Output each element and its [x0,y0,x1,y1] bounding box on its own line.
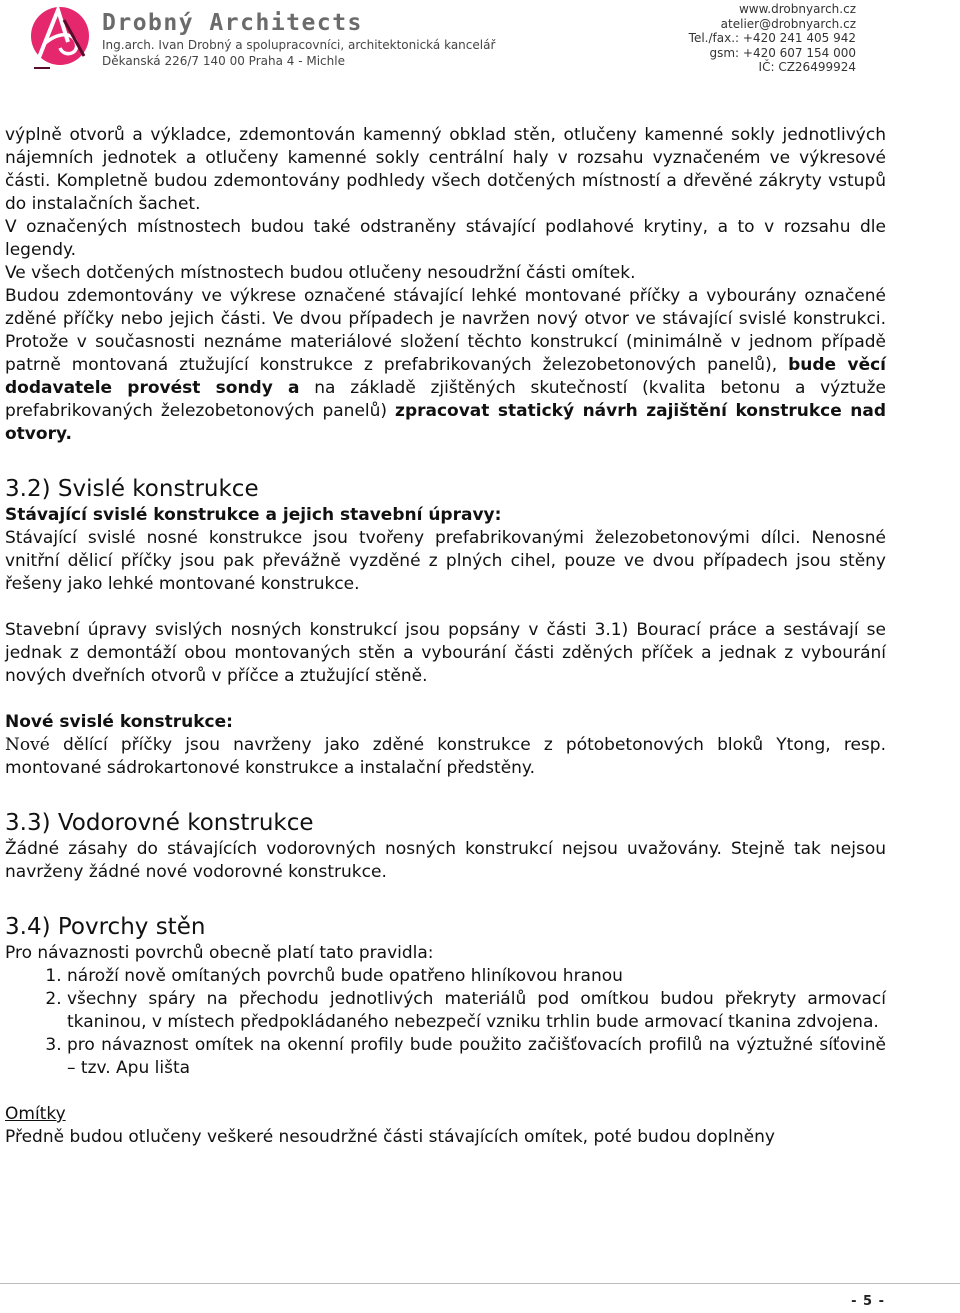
bold-text: bude věcí dodavatele provést sondy a [5,355,886,398]
section-heading: 3.2) Svislé konstrukce [5,476,259,502]
section-heading: 3.3) Vodorovné konstrukce [5,810,314,836]
company-block [102,10,495,68]
contact-block [689,2,856,75]
company-name: Drobný Architects [102,10,363,36]
paragraph: Ve všech dotčených místnostech budou otlučeny nesoudržní části omítek. [5,263,636,283]
subheading [5,504,886,527]
rules-list [5,965,886,1080]
paragraph [5,285,886,446]
list-item: 2. všechny spáry na přechodu jednotlivých materiálů pod omítkou budou překryty armovací tkaninou, v místech předpokládaného nebezpečí vzniku trhlin bude armovací tkanina zdvojena. [67,988,886,1034]
paragraph: Žádné zásahy do stávajících vodorovných nosných konstrukcí nejsou uvažovány. Stejně tak nejsou navrženy žádné nové vodorovné konstrukce. [5,839,886,882]
letterhead [0,0,960,80]
section-heading: 3.4) Povrchy stěn [5,914,206,940]
bold-text: Stávající svislé konstrukce a jejich stavební úpravy: [5,505,502,525]
subheading [5,711,886,734]
page-number: - 5 - [851,1294,885,1309]
text-run: na základě zjištěných skutečností (kvalita betonu a výztuže prefabrikovaných železobetonových panelů) [5,378,886,421]
bold-text: Nové svislé konstrukce: [5,712,233,732]
text-run: Nové [5,735,50,755]
document-body [5,124,886,1149]
list-item: 1. nároží nově omítaných povrchů bude opatřeno hliníkovou hranou [67,965,886,988]
paragraph: Pro návaznosti povrchů obecně platí tato pravidla: [5,943,434,963]
paragraph [5,734,886,780]
subheading-underlined: Omítky [5,1104,66,1124]
gsm-number: gsm: +420 607 154 000 [709,45,856,60]
bold-text: zpracovat statický návrh zajištění konstrukce nad otvory. [5,401,886,444]
text-run: dělící příčky jsou navrženy jako zděné konstrukce z pótobetonových bloků Ytong, resp. montované sádrokartonové konstrukce a instalační předstěny. [5,735,886,778]
company-address: Děkanská 226/7 140 00 Praha 4 - Michle [102,54,345,68]
paragraph: Předně budou otlučeny veškeré nesoudržné části stávajících omítek, poté budou doplněny [5,1127,775,1147]
footer-divider [0,1283,960,1284]
paragraph: Stavební úpravy svislých nosných konstrukcí jsou popsány v části 3.1) Bourací práce a sestávají se jednak z demontáží obou montovaných stěn a vybourání části zděných příček a jednak z vybourání nových dveřních otvorů v příčce a ztužující stěně. [5,620,886,686]
email-link[interactable]: atelier@drobnyarch.cz [720,16,856,31]
company-id: IČ: CZ26499924 [758,60,856,74]
paragraph: V označených místnostech budou také odstraněny stávající podlahové krytiny, a to v rozsahu dle legendy. [5,217,886,260]
website-link[interactable]: www.drobnyarch.cz [738,2,856,16]
paragraph: Stávající svislé nosné konstrukce jsou tvořeny prefabrikovanými železobetonovými dílci. Nenosné vnitřní dělicí příčky jsou pak převážně vyzděné z plných cihel, pouze ve dvou případech jsou stěny řešeny jako lehké montované konstrukce. [5,528,886,594]
company-subtitle: Ing.arch. Ivan Drobný a spolupracovníci, architektonická kancelář [102,38,496,52]
paragraph: výplně otvorů a výkladce, zdemontován kamenný obklad stěn, otlučeny kamenné sokly jednotlivých nájemních jednotek a otlučeny kamenné sokly centrální haly v rozsahu vyznačeném ve výkresové části. Kompletně budou zdemontovány podhledy všech dotčených místností a dřevěné zákryty vstupů do instalačních šachet. [5,125,886,214]
text-run: Budou zdemontovány ve výkrese označené stávající lehké montované příčky a vybourány označené zděné příčky nebo jejich části. Ve dvou případech je navržen nový otvor ve stávající svislé konstrukci. Protože v současnosti neznáme materiálové složení těchto konstrukcí (minimálně v jednom případě patrně montovaná ztužující konstrukce z prefabrikovaných železobetonových panelů), [5,286,886,375]
company-logo [24,2,96,78]
phone-number: Tel./fax.: +420 241 405 942 [688,31,856,45]
list-item: 3. pro návaznost omítek na okenní profily bude použito začišťovacích profilů na výztužné síťovině – tzv. Apu lišta [67,1034,886,1080]
